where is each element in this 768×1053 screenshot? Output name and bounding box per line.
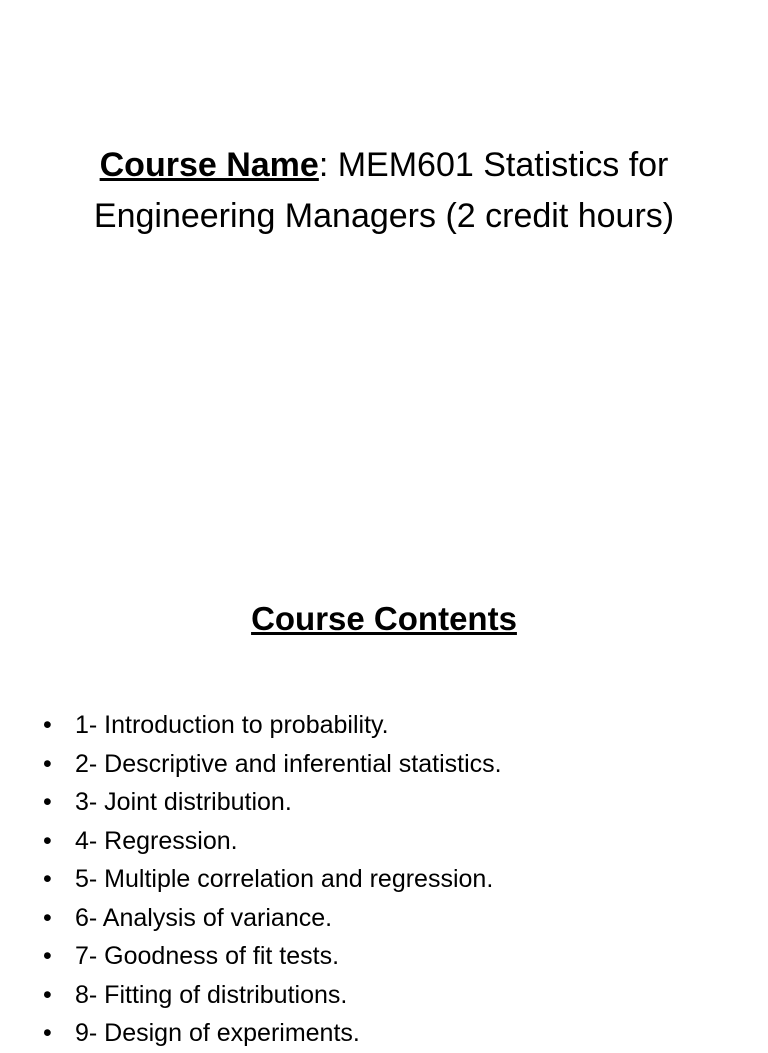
list-item: • 1- Introduction to probability. bbox=[40, 706, 740, 745]
bullet-icon: • bbox=[43, 711, 52, 739]
course-contents-heading: Course Contents bbox=[251, 600, 517, 637]
list-item: • 6- Analysis of variance. bbox=[40, 899, 740, 938]
list-item: • 9- Design of experiments. bbox=[40, 1014, 740, 1053]
course-name-value: : MEM601 Statistics for Engineering Managers (2 credit hours) bbox=[93, 146, 675, 235]
bullet-icon: • bbox=[43, 788, 52, 816]
list-item: • 5- Multiple correlation and regression. bbox=[40, 860, 740, 899]
bullet-icon: • bbox=[43, 942, 52, 970]
list-item: • 7- Goodness of fit tests. bbox=[40, 937, 740, 976]
bullet-icon: • bbox=[43, 826, 52, 855]
bullet-icon: • bbox=[43, 1019, 52, 1047]
list-item: • 2- Descriptive and inferential statistics. bbox=[40, 745, 740, 784]
list-item: • 8- Fitting of distributions. bbox=[40, 976, 740, 1015]
list-item: • 3- Joint distribution. bbox=[40, 783, 740, 822]
bullet-icon: • bbox=[43, 749, 52, 778]
course-title bbox=[40, 140, 728, 242]
course-contents-list bbox=[40, 706, 740, 1053]
bullet-icon: • bbox=[43, 865, 52, 893]
bullet-icon: • bbox=[43, 980, 52, 1009]
list-item: • 4- Regression. bbox=[40, 822, 740, 861]
bullet-icon: • bbox=[43, 903, 52, 932]
course-name-label: Course Name bbox=[99, 146, 319, 184]
